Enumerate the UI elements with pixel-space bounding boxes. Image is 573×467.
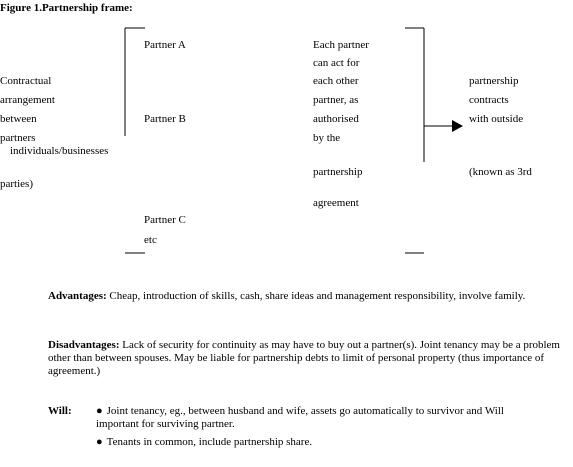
right-text-1: partnership (469, 75, 519, 87)
left-text-2: arrangement (0, 94, 55, 106)
will-bullet-2 (96, 436, 516, 449)
left-text-4: partners (0, 132, 36, 144)
advantages-label: Advantages: (48, 290, 107, 302)
middle-text-2: can act for (313, 57, 360, 69)
left-text-6: parties) (0, 178, 33, 190)
advantages-text: Cheap, introduction of skills, cash, share ideas and management responsibility, involve family. (109, 290, 526, 302)
right-text-3: with outside (469, 113, 524, 125)
will-bullet-1 (96, 405, 516, 431)
left-text-5: individuals/businesses (10, 145, 109, 157)
middle-text-8: agreement (313, 197, 359, 209)
partner-etc: etc (144, 234, 157, 246)
middle-text-7: partnership (313, 166, 363, 178)
disadvantages-paragraph (48, 339, 563, 378)
middle-text-5: authorised (313, 113, 359, 125)
arrow-head (452, 120, 463, 132)
right-text-4: (known as 3rd (469, 166, 532, 178)
partner-b: Partner B (144, 113, 186, 125)
middle-text-3: each other (313, 75, 359, 87)
right-text-2: contracts (469, 94, 509, 106)
bullet-icon (96, 405, 107, 417)
middle-text-6: by the (313, 132, 341, 144)
disadvantages-label: Disadvantages: (48, 339, 120, 351)
figure-title: Figure 1.Partnership frame: (0, 2, 133, 14)
partner-c: Partner C (144, 214, 186, 226)
will-bullet-text-2: Tenants in common, include partnership share. (106, 436, 313, 448)
partner-a: Partner A (144, 39, 186, 51)
disadvantages-text: Lack of security for continuity as may have to buy out a partner(s). Joint tenancy may be a problem other than between spouses. May be liable for partnership debts to limit of personal property (thus importance of agreement.) (48, 339, 560, 377)
middle-text-4: partner, as (313, 94, 359, 106)
advantages-paragraph (48, 290, 558, 303)
bullet-icon (96, 436, 107, 448)
will-bullet-text-1: Joint tenancy, eg., between husband and wife, assets go automatically to survivor and Will important for surviving partner. (96, 405, 504, 430)
middle-text-1: Each partner (313, 39, 369, 51)
left-text-1: Contractual (0, 75, 52, 87)
left-text-3: between (0, 113, 37, 125)
will-label: Will: (48, 405, 72, 417)
